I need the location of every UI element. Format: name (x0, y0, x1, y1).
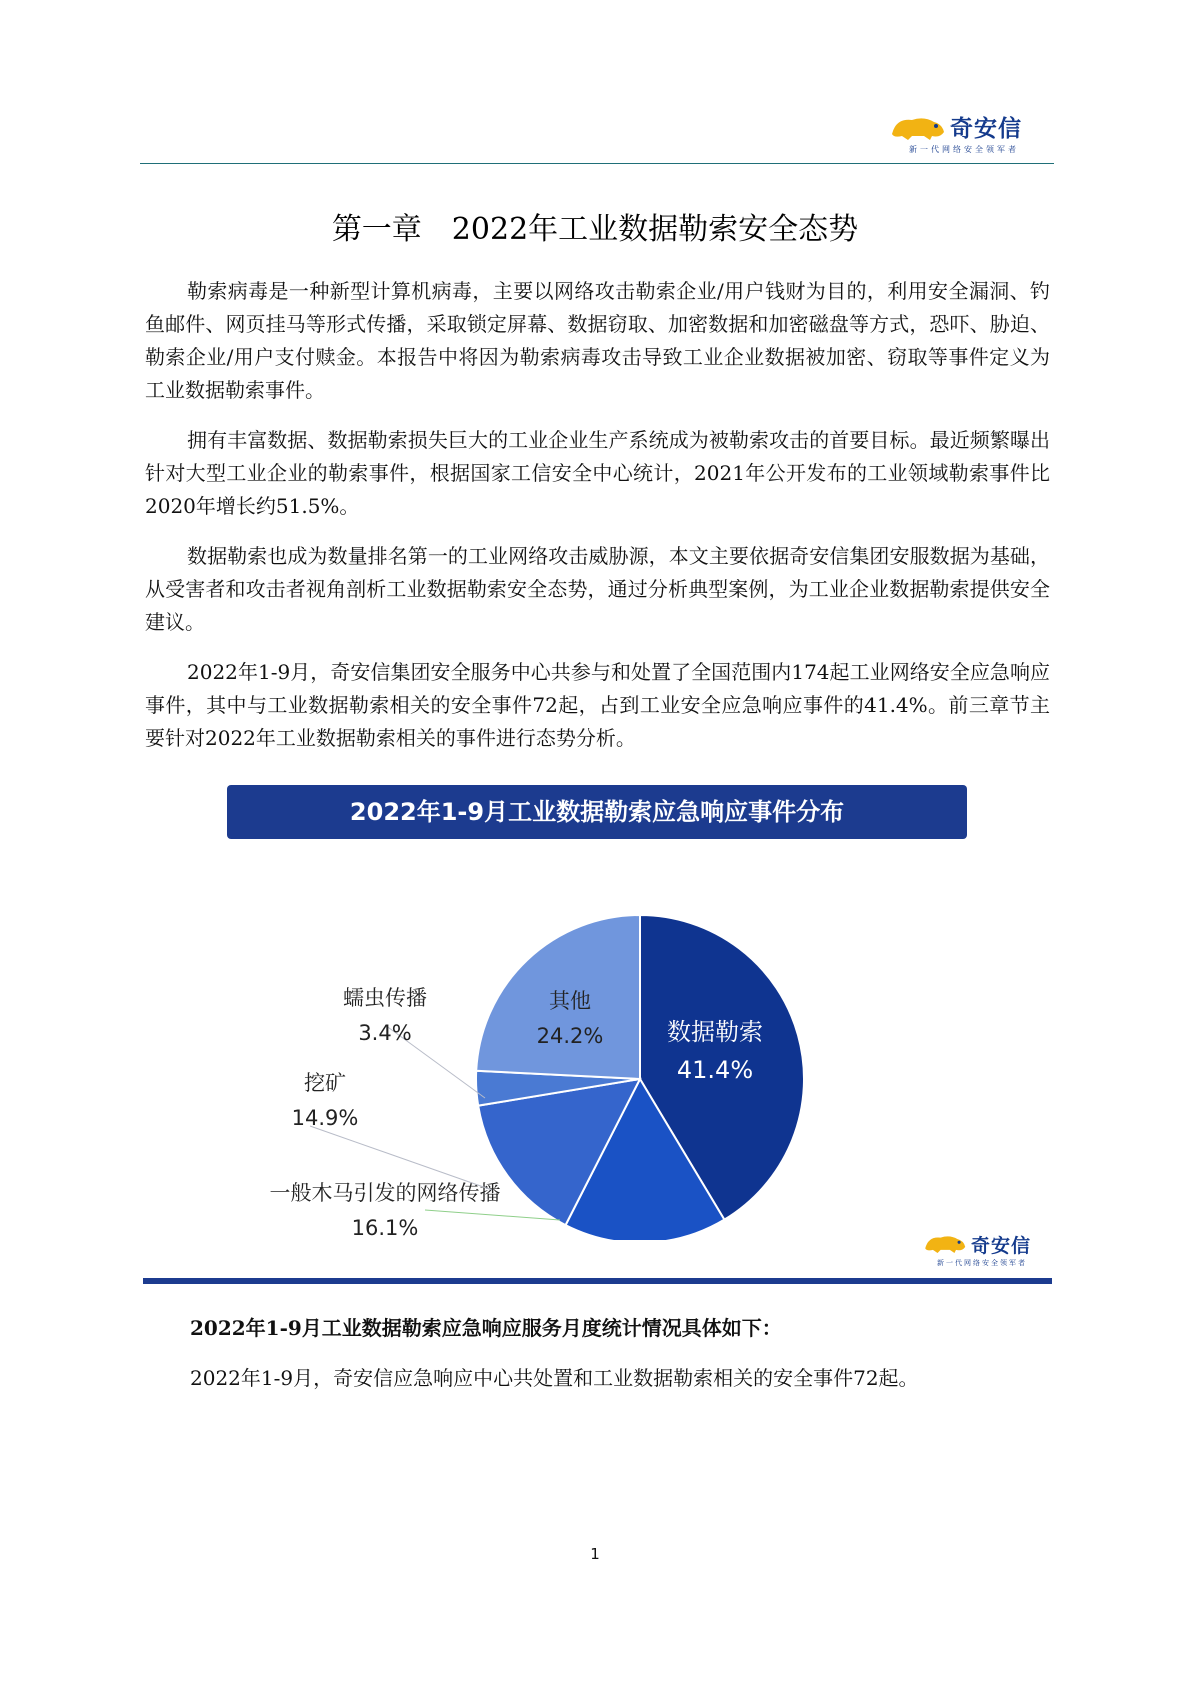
body-paragraph-3: 数据勒索也成为数量排名第一的工业网络攻击威胁源，本文主要依据奇安信集团安服数据为基础，从受害者和攻击者视角剖析工业数据勒索安全态势，通过分析典型案例，为工业企业数据勒索提供安全建议。 (145, 544, 1050, 634)
chart-bottom-rule (143, 1278, 1052, 1284)
slice-value-label: 41.4% (676, 1056, 754, 1084)
chart-title-banner: 2022年1-9月工业数据勒索应急响应事件分布 (227, 785, 967, 839)
slice-label: 一般木马引发的网络传播 (269, 1181, 501, 1205)
header-divider (140, 163, 1054, 164)
page-header (140, 100, 1054, 164)
leader-line (425, 1210, 560, 1220)
slice-value-label: 3.4% (358, 1021, 412, 1045)
slice-value-label: 16.1% (351, 1216, 419, 1240)
mascot-logo-icon (890, 114, 948, 140)
section-subheading: 2022年1-9月工业数据勒索应急响应服务月度统计情况具体如下： (190, 1316, 782, 1340)
pie-chart (260, 880, 820, 1240)
body-paragraph-4: 2022年1-9月，奇安信集团安全服务中心共参与和处置了全国范围内174起工业网络安全应急响应事件，其中与工业数据勒索相关的安全事件72起，占到工业安全应急响应事件的41.4%。前三章节主要针对2022年工业数据勒索相关的事件进行态势分析。 (145, 660, 1050, 750)
mascot-logo-icon (923, 1233, 969, 1253)
chart-watermark-logo (923, 1231, 1041, 1271)
body-paragraph-1: 勒索病毒是一种新型计算机病毒，主要以网络攻击勒索企业/用户钱财为目的，利用安全漏洞、钓鱼邮件、网页挂马等形式传播，采取锁定屏幕、数据窃取、加密数据和加密磁盘等方式，恐吓、胁迫、勒索企业/用户支付赎金。本报告中将因为勒索病毒攻击导致工业企业数据被加密、窃取等事件定义为工业数据勒索事件。 (145, 279, 1050, 402)
chapter-title: 第一章 2022年工业数据勒索安全态势 (331, 212, 859, 247)
logo-slogan: 新一代网络安全领军者 (937, 1259, 1027, 1267)
body-paragraph-2: 拥有丰富数据、数据勒索损失巨大的工业企业生产系统成为被勒索攻击的首要目标。最近频繁曝出针对大型工业企业的勒索事件，根据国家工信安全中心统计，2021年公开发布的工业领域勒索事件比2020年增长约51.5%。 (145, 428, 1050, 518)
page-number: 1 (590, 1545, 600, 1563)
slice-label: 挖矿 (304, 1071, 346, 1095)
logo-slogan: 新一代网络安全领军者 (909, 145, 1019, 154)
slice-value-label: 14.9% (291, 1106, 359, 1130)
logo-text: 奇安信 (971, 1235, 1032, 1257)
body-paragraph-5: 2022年1-9月，奇安信应急响应中心共处置和工业数据勒索相关的安全事件72起。 (190, 1366, 919, 1390)
slice-label: 蠕虫传播 (343, 986, 427, 1010)
logo-text: 奇安信 (950, 116, 1022, 142)
slice-label: 数据勒索 (667, 1018, 763, 1046)
slice-label: 其他 (549, 989, 591, 1013)
slice-value-label: 24.2% (536, 1024, 604, 1048)
company-logo (890, 110, 1038, 158)
